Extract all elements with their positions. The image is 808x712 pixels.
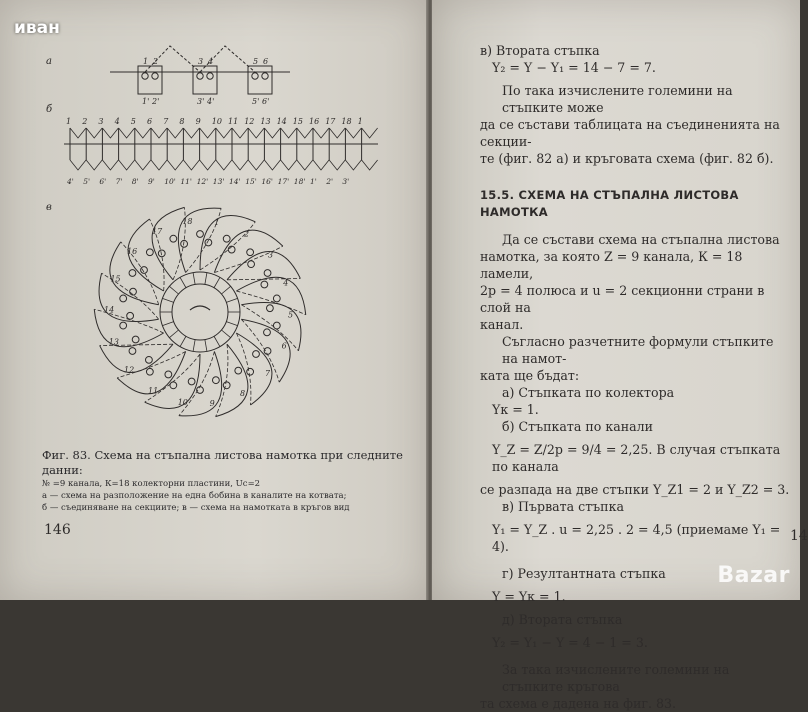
right-page-text [480,42,792,712]
commutator-segment-line [205,340,207,352]
commutator-segment-line [180,277,186,287]
zigzag-connection [86,128,102,138]
slot-conductor-circle [266,305,273,312]
slot-number-label: 1 [66,117,72,126]
zigzag-connection [297,160,313,170]
zigzag-connection [345,160,361,170]
slot-conductor-circle [146,368,153,375]
step-g-label: г) Резултантната стъпка [502,566,666,581]
slot-number-label: 12 [244,117,255,126]
part-b-label: б [46,104,53,115]
commutator-segment-line [169,286,178,294]
commutator-number-label: 15' [245,177,257,186]
zigzag-connection [70,128,86,138]
commutator-number-label: 5' [83,177,91,186]
slot-conductor-circle [146,356,153,363]
slot-number-label: 2 [82,117,88,126]
step-b-label: б) Стъпката по канали [502,419,654,434]
task-line1: Да се състави схема на стъпална листова [502,232,780,247]
slot-number-label: 8 [179,117,185,126]
slot-box [138,66,162,94]
winding-petal-line [152,207,184,279]
task-line3: 2p = 4 полюса и u = 2 секционни страни в слой на [480,283,765,315]
zigzag-connection [167,160,183,170]
zigzag-connection [119,128,135,138]
slot-number-label: 3 [98,117,104,126]
winding-figure [40,42,420,442]
caption-line-5: б — съединяване на секциите; в — схема на намотката в кръгов вид [42,503,350,513]
conclusion-line1: За така изчислените големини на стъпките кръгова [502,662,730,694]
zigzag-connection [102,128,118,138]
commutator-segment-line [221,330,230,338]
zigzag-connection [281,160,297,170]
circle-number-label: 5 [287,310,294,320]
conductor-circle [262,73,268,79]
top-pair-label: 4' [207,97,215,106]
slot-number-label: 4 [114,117,120,126]
commutator-segment-line [226,298,237,302]
slot-conductor-circle [253,351,260,358]
commutator-segment-line [162,298,173,302]
step-a-label: а) Стъпката по колектора [502,385,675,400]
zigzag-connection [70,160,86,170]
step-b-formula: Y_Z = Z/2p = 9/4 = 2,25. В случая стъпката по канала [492,442,781,474]
slot-number-label: 16 [309,117,320,126]
circle-number-label: 18 [182,217,193,227]
commutator-number-label: 18' [293,177,306,186]
commutator-segment-line [169,330,178,338]
winding-petal-line [94,309,163,347]
zigzag-connection [200,128,216,138]
left-book-page [0,0,428,600]
slot-number-label: 6 [147,117,153,126]
slot-box [193,66,217,94]
zigzag-connection [119,160,135,170]
top-pair-label: 1 [143,57,149,66]
zigzag-connection [86,160,102,170]
zigzag-connection [297,128,313,138]
zigzag-connection [232,160,248,170]
slot-conductor-circle [132,336,139,343]
zigzag-connection [135,128,151,138]
conductor-circle [207,73,213,79]
commutator-number-label: 16' [261,177,274,186]
slot-conductor-circle [223,235,230,242]
zigzag-connection [183,160,199,170]
rotation-arrow [190,306,210,310]
slot-conductor-circle [170,382,177,389]
zigzag-connection [313,128,329,138]
top-pair-label: 3' [197,97,205,106]
circle-number-label: 2 [244,229,250,239]
zigzag-connection [362,160,378,170]
winding-petal-line [145,354,200,408]
zigzag-connection [313,160,329,170]
slot-conductor-circle [264,329,271,336]
steps-intro-line1: Съгласно разчетните формули стъпките на намот- [502,334,774,366]
step-d-label: д) Втората стъпка [502,612,623,627]
circle-number-label: 16 [127,247,138,257]
slot-conductor-circle [261,281,268,288]
step-v-label: в) Втората стъпка [480,43,600,58]
section-heading: 15.5. СХЕМА НА СТЪПАЛНА ЛИСТОВА НАМОТКА [480,188,739,219]
slot-conductor-circle [248,261,255,268]
commutator-number-label: 8' [131,177,139,186]
winding-petal-line [236,277,305,315]
slot-conductor-circle [129,270,136,277]
slot-conductor-circle [130,288,137,295]
circle-number-label: 11 [147,386,159,396]
commutator-number-label: 7' [115,177,123,186]
commutator-inner-ring [172,284,228,340]
zigzag-connection [135,160,151,170]
commutator-segment-line [205,273,207,285]
slot-conductor-circle [235,367,242,374]
commutator-number-label: 10' [164,177,176,186]
commutator-number-label: 2' [326,177,334,186]
slot-number-label: 7 [163,117,169,126]
page-number-right: 14 [790,528,808,544]
slot-conductor-circle [181,240,188,247]
slot-conductor-circle [247,368,254,375]
commutator-number-label: 3' [342,177,350,186]
zigzag-connection [281,128,297,138]
slot-conductor-circle [165,371,172,378]
slot-conductor-circle [158,250,165,257]
slot-number-label: 1 [357,117,363,126]
zigzag-connection [345,128,361,138]
circle-number-label: 15 [110,274,121,284]
slot-number-label: 13 [260,117,271,126]
circle-number-label: 12 [124,365,135,375]
slot-number-label: 10 [211,117,222,126]
zigzag-connection [167,128,183,138]
slot-number-label: 11 [228,117,239,126]
slot-conductor-circle [120,295,127,302]
zigzag-connection [264,160,280,170]
circle-number-label: 17 [152,227,163,237]
steps-intro-line2: ката ще бъдат: [480,368,580,383]
conductor-circle [252,73,258,79]
step-d-formula: Y₂ = Y₁ − Y = 4 − 1 = 3. [492,635,648,650]
commutator-segment-line [221,286,230,294]
slot-number-label: 9 [195,117,201,126]
right-book-page [432,0,808,711]
circle-number-label: 6 [281,341,287,351]
slot-number-label: 5 [130,117,136,126]
top-pair-label: 6 [263,57,269,66]
commutator-number-label: 12' [196,177,209,186]
slot-number-label: 15 [292,117,303,126]
zigzag-connection [264,128,280,138]
zigzag-connection [151,160,167,170]
commutator-number-label: 14' [229,177,241,186]
top-pair-label: 2' [152,97,160,106]
commutator-number-label: 4' [67,177,74,186]
commutator-number-label: 17' [277,177,290,186]
slot-conductor-circle [141,267,148,274]
top-pair-label: 2 [153,57,159,66]
conclusion-line2: та схема е дадена на фиг. 83. [480,696,677,711]
slot-conductor-circle [197,231,204,238]
conductor-circle [152,73,158,79]
winding-petal-line [227,252,300,280]
slot-conductor-circle [273,322,280,329]
slot-conductor-circle [264,270,271,277]
top-pair-label: 1' [142,97,150,106]
commutator-segment-line [214,336,220,346]
zigzag-connection [362,128,378,138]
slot-conductor-circle [247,249,254,256]
slot-conductor-circle [170,235,177,242]
commutator-segment-line [214,277,220,287]
top-pair-label: 6' [262,97,270,106]
step-a-formula: Yк = 1. [492,402,539,417]
slot-conductor-circle [120,322,127,329]
circle-number-label: 7 [264,368,271,378]
slot-number-label: 14 [276,117,287,126]
step-g-formula: Y = Yк = 1. [492,589,566,604]
slot-conductor-circle [273,295,280,302]
zigzag-connection [102,160,118,170]
para1-line3: те (фиг. 82 а) и кръговата схема (фиг. 82 б). [480,151,774,166]
slot-conductor-circle [146,249,153,256]
conductor-circle [197,73,203,79]
circle-number-label: 9 [209,398,215,408]
zigzag-connection [248,160,264,170]
circle-number-label: 4 [283,278,289,288]
top-pair-label: 3 [198,57,204,66]
slot-conductor-circle [188,378,195,385]
commutator-number-label: 1' [310,177,317,186]
circle-number-label: 3 [267,250,274,260]
zigzag-connection [248,128,264,138]
zigzag-connection [232,128,248,138]
top-pair-label: 4 [208,57,214,66]
slot-number-label: 18 [341,117,352,126]
circle-number-label: 1 [214,217,220,227]
part-v-label: в [46,202,52,213]
commutator-segment-line [180,336,186,346]
para1-line1: По така изчислените големини на стъпките може [502,83,733,115]
circle-number-label: 13 [108,337,119,347]
para1-line2: да се състави таблицата на съединенията на секции- [480,117,780,149]
zigzag-connection [183,128,199,138]
task-line4: канал. [480,317,524,332]
circle-number-label: 8 [239,388,246,398]
commutator-number-label: 13' [212,177,225,186]
zigzag-connection [216,160,232,170]
conductor-circle [142,73,148,79]
zigzag-connection [329,128,345,138]
zigzag-connection [151,128,167,138]
circle-number-label: 14 [104,305,115,315]
slot-conductor-circle [127,312,134,319]
zigzag-connection [329,160,345,170]
slot-box [248,66,272,94]
commutator-segment-line [162,322,173,326]
commutator-number-label: 6' [99,177,107,186]
page-number-left: 146 [44,522,71,538]
slot-conductor-circle [129,348,136,355]
caption-line-1: Фиг. 83. Схема на стъпална листова намотка при следните [42,448,403,462]
zigzag-connection [216,128,232,138]
step-v-formula: Y₂ = Y − Y₁ = 14 − 7 = 7. [492,60,656,75]
commutator-segment-line [193,273,195,285]
winding-diagram-svg [40,42,420,442]
figure-caption [42,448,412,514]
caption-line-2: данни: [42,463,83,477]
slot-conductor-circle [212,377,219,384]
commutator-segment-line [193,340,195,352]
winding-petal-line [200,216,255,270]
top-pair-label: 5' [252,97,260,106]
circle-number-label: 10 [177,398,188,408]
commutator-number-label: 11' [180,177,193,186]
caption-line-3: № =9 канала, К=18 колекторни пластини, Uс=2 [42,479,261,489]
step-b-continuation: се разпада на две стъпки Y_Z1 = 2 и Y_Z2 = 3. [480,482,790,497]
slot-conductor-circle [223,382,230,389]
caption-line-4: а — схема на разположение на една бобина в каналите на котвата; [42,491,347,501]
part-a-label: а [46,56,52,67]
winding-petal-line [100,344,173,375]
task-line2: намотка, за която Z = 9 канала, К = 18 ламели, [480,249,743,281]
slot-number-label: 17 [325,117,336,126]
seller-name-overlay: иван [14,18,60,38]
top-pair-label: 5 [253,57,259,66]
winding-petal-line [216,344,248,416]
commutator-number-label: 9' [148,177,155,186]
step-v2-formula: Y₁ = Y_Z . u = 2,25 . 2 = 4,5 (приемаме Y₁ = 4). [492,522,781,554]
bazar-watermark: Bazar [717,563,790,588]
zigzag-connection [200,160,216,170]
commutator-segment-line [226,322,237,326]
step-v2-label: в) Първата стъпка [502,499,624,514]
